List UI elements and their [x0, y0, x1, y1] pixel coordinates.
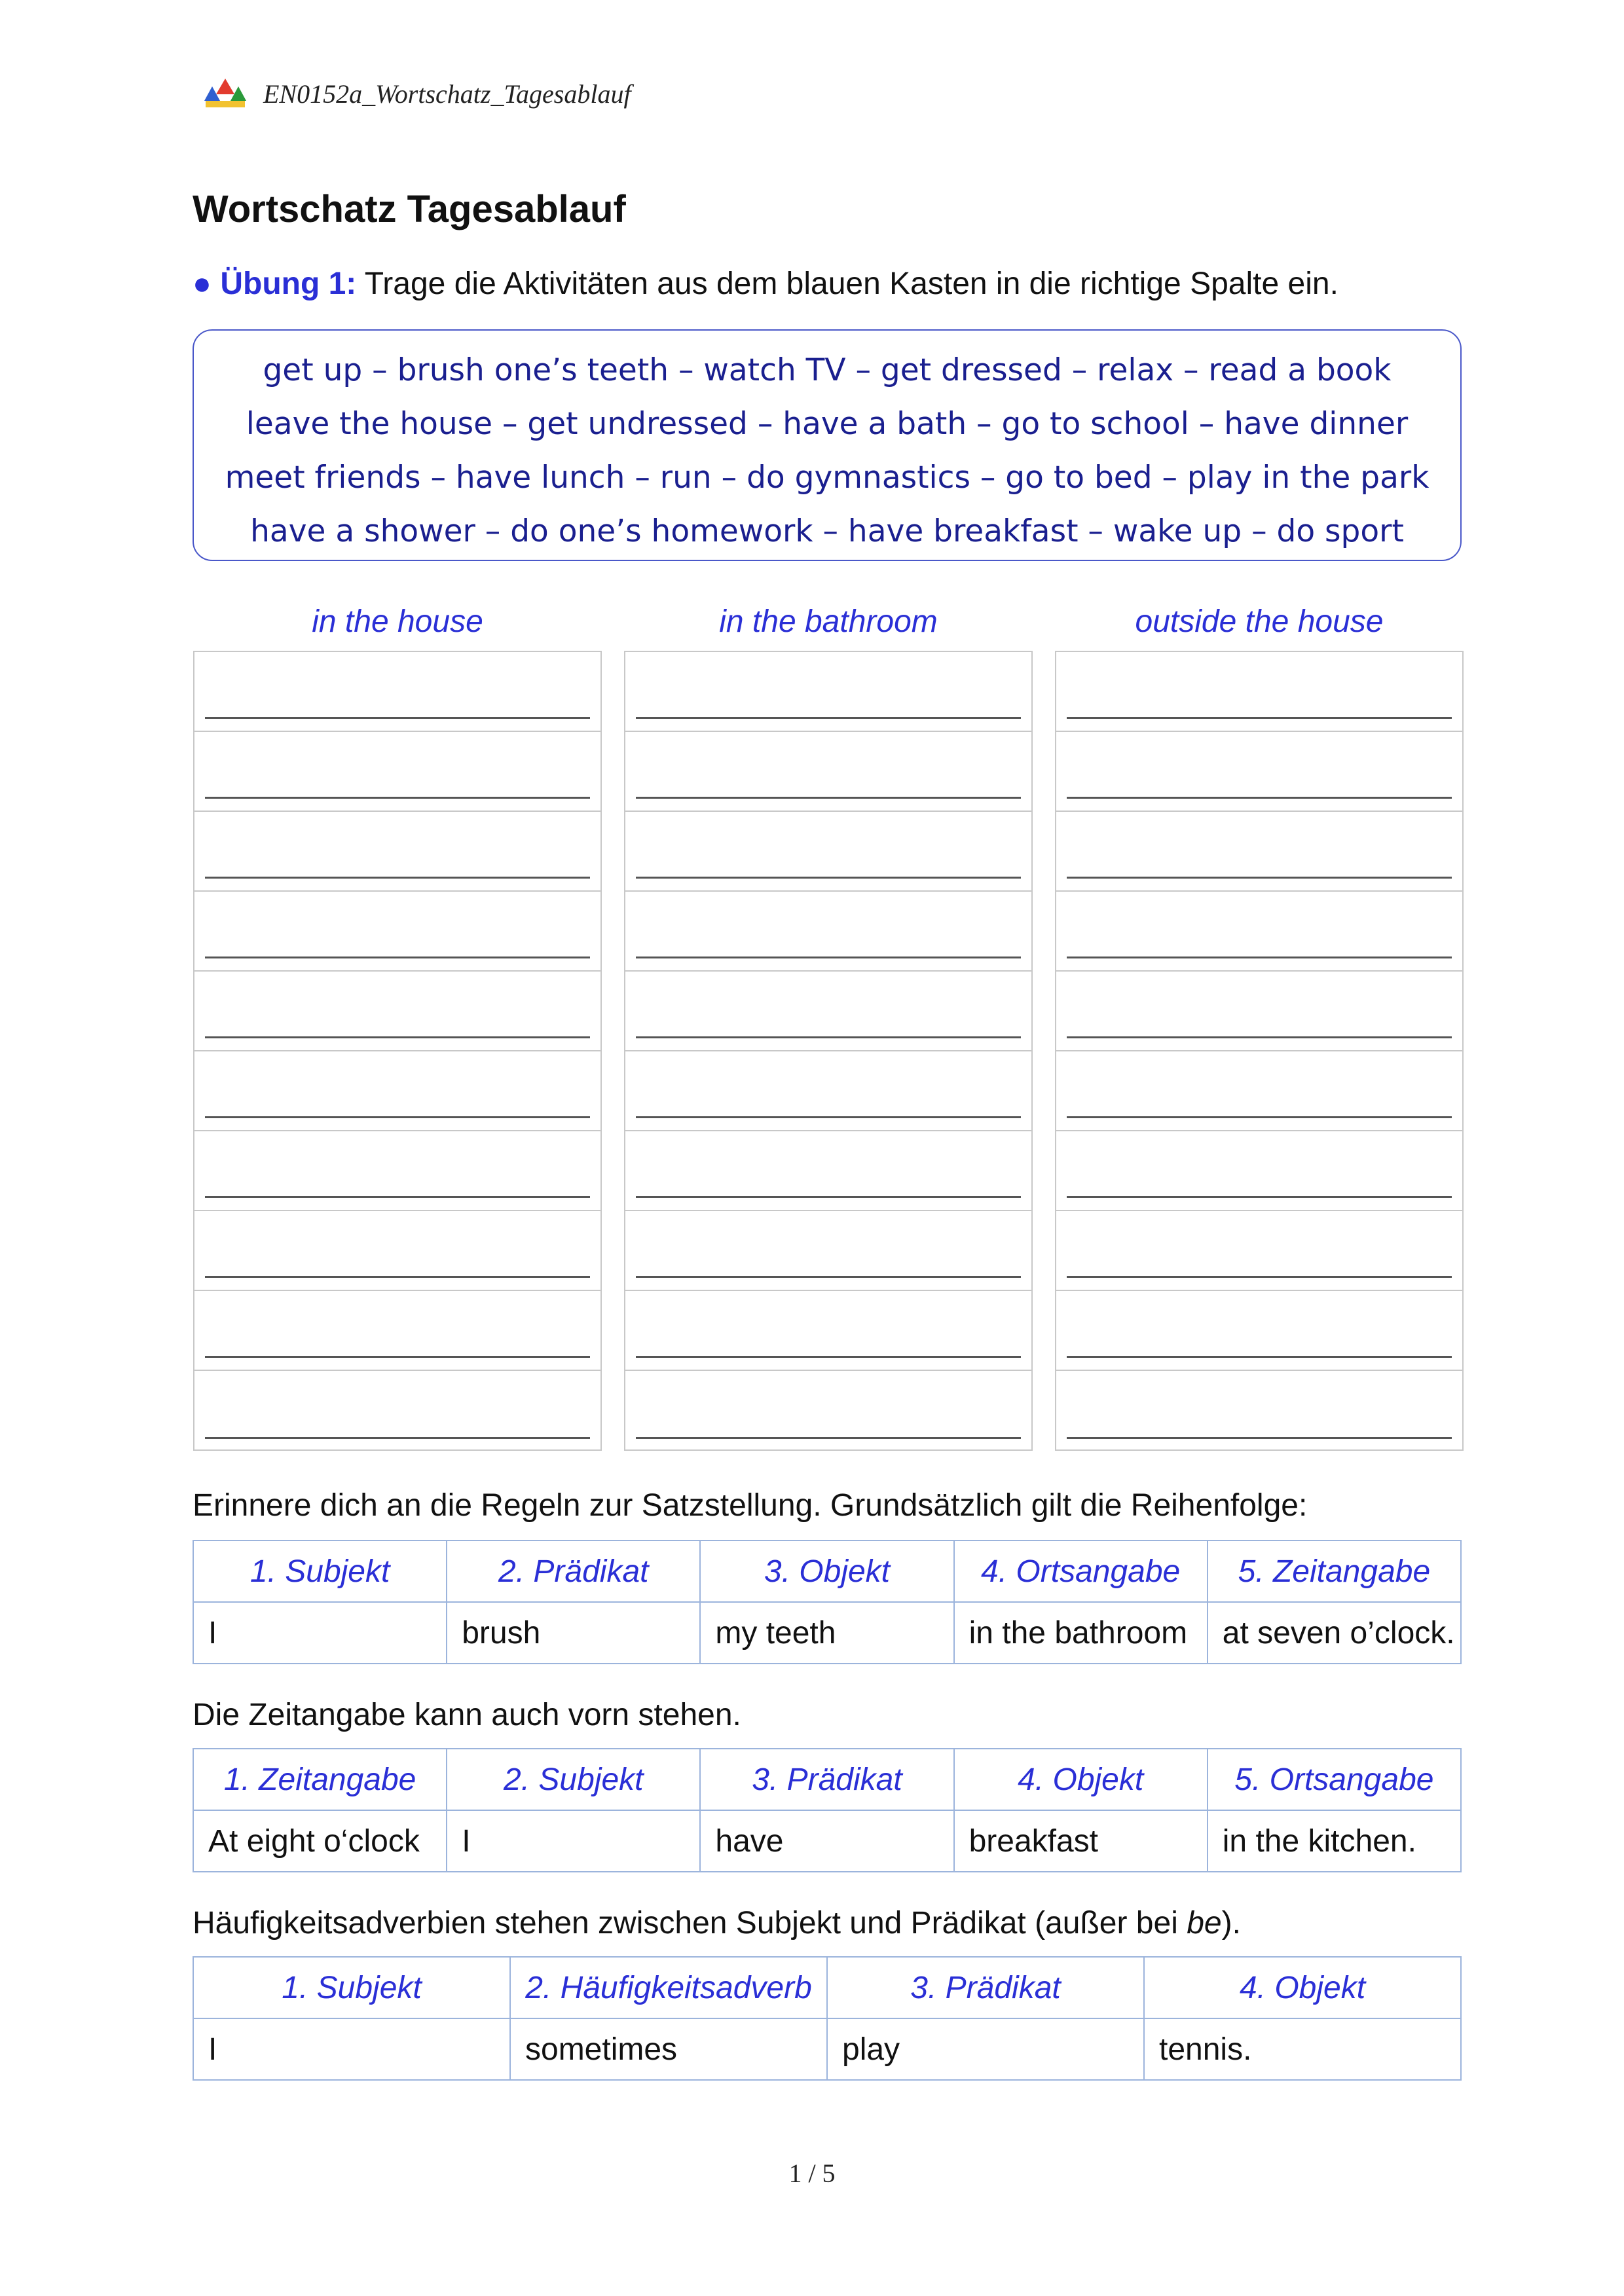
table-cell: in the kitchen. — [1208, 1810, 1461, 1872]
table-header: 2. Häufigkeitsadverb — [510, 1957, 827, 2018]
writing-line — [636, 1276, 1021, 1278]
table-cell: at seven o’clock. — [1208, 1602, 1461, 1664]
writing-line — [1067, 717, 1452, 719]
answer-cell[interactable] — [194, 812, 600, 892]
answer-cell[interactable] — [194, 1051, 600, 1131]
column-header-in-the-bathroom: in the bathroom — [719, 604, 938, 639]
answer-cell[interactable] — [625, 812, 1031, 892]
answer-cell[interactable] — [625, 1371, 1031, 1451]
page-title: Wortschatz Tagesablauf — [193, 188, 626, 230]
answer-cell[interactable] — [625, 1131, 1031, 1211]
writing-line — [205, 1356, 590, 1358]
answer-cell[interactable] — [1056, 1371, 1462, 1451]
table-cell: breakfast — [954, 1810, 1208, 1872]
answer-cell[interactable] — [194, 1371, 600, 1451]
table-cell: brush — [447, 1602, 700, 1664]
table-header: 1. Subjekt — [193, 1540, 447, 1602]
writing-line — [205, 1437, 590, 1439]
exercise-instruction — [193, 266, 1338, 302]
answer-cell[interactable] — [194, 892, 600, 972]
answer-cell[interactable] — [625, 1211, 1031, 1291]
answer-cell[interactable] — [194, 1291, 600, 1371]
answer-cell[interactable] — [1056, 892, 1462, 972]
answer-cell[interactable] — [194, 1131, 600, 1211]
table-cell: I — [193, 1602, 447, 1664]
table-header: 3. Prädikat — [700, 1749, 953, 1810]
answer-cell[interactable] — [1056, 812, 1462, 892]
document-id: EN0152a_Wortschatz_Tagesablauf — [263, 79, 631, 109]
vocabulary-line: get up – brush one’s teeth – watch TV – get dressed – relax – read a book — [263, 352, 1392, 388]
answer-cell[interactable] — [625, 892, 1031, 972]
answer-cell[interactable] — [194, 1211, 600, 1291]
answer-cell[interactable] — [625, 972, 1031, 1051]
writing-line — [636, 1356, 1021, 1358]
column-outside-the-house — [1055, 651, 1464, 1451]
note-text: Häufigkeitsadverbien stehen zwischen Subjekt und Prädikat (außer bei — [193, 1906, 1187, 1941]
table-header: 4. Objekt — [954, 1749, 1208, 1810]
word-order-table-3 — [193, 1956, 1462, 2081]
note-text-end: ). — [1221, 1906, 1241, 1941]
answer-cell[interactable] — [625, 652, 1031, 732]
page-header — [203, 77, 631, 110]
answer-cell[interactable] — [1056, 1131, 1462, 1211]
writing-line — [205, 1276, 590, 1278]
table-header: 1. Subjekt — [193, 1957, 510, 2018]
word-order-table-2 — [193, 1748, 1462, 1872]
table-cell: I — [447, 1810, 700, 1872]
table-header: 5. Zeitangabe — [1208, 1540, 1461, 1602]
writing-line — [636, 1437, 1021, 1439]
table-header: 2. Subjekt — [447, 1749, 700, 1810]
logo-icon — [203, 77, 248, 110]
writing-line — [636, 1036, 1021, 1038]
table-header: 4. Ortsangabe — [954, 1540, 1208, 1602]
writing-line — [205, 1196, 590, 1198]
writing-line — [636, 717, 1021, 719]
table-header: 3. Prädikat — [827, 1957, 1144, 2018]
table-header: 1. Zeitangabe — [193, 1749, 447, 1810]
column-in-the-bathroom — [624, 651, 1033, 1451]
answer-cell[interactable] — [1056, 652, 1462, 732]
time-first-note: Die Zeitangabe kann auch vorn stehen. — [193, 1698, 741, 1732]
answer-cell[interactable] — [194, 972, 600, 1051]
vocabulary-line: leave the house – get undressed – have a bath – go to school – have dinner — [246, 406, 1409, 442]
answer-cell[interactable] — [1056, 1211, 1462, 1291]
table-cell: have — [700, 1810, 953, 1872]
exercise-text: Trage die Aktivitäten aus dem blauen Kasten in die richtige Spalte ein. — [356, 266, 1338, 301]
answer-cell[interactable] — [194, 652, 600, 732]
column-header-in-the-house: in the house — [312, 604, 483, 639]
table-cell: I — [193, 2018, 510, 2080]
table-header: 3. Objekt — [700, 1540, 953, 1602]
writing-line — [636, 957, 1021, 958]
frequency-adverb-note — [193, 1905, 1241, 1941]
column-header-outside-the-house: outside the house — [1135, 604, 1384, 639]
writing-line — [636, 877, 1021, 879]
answer-cell[interactable] — [625, 1291, 1031, 1371]
writing-line — [636, 797, 1021, 799]
writing-line — [205, 957, 590, 958]
writing-line — [636, 1116, 1021, 1118]
writing-line — [1067, 957, 1452, 958]
writing-line — [205, 797, 590, 799]
table-header: 4. Objekt — [1144, 1957, 1461, 2018]
table-cell: tennis. — [1144, 2018, 1461, 2080]
table-header: 2. Prädikat — [447, 1540, 700, 1602]
answer-cell[interactable] — [625, 732, 1031, 812]
table-cell: in the bathroom — [954, 1602, 1208, 1664]
word-order-table-1 — [193, 1540, 1462, 1664]
answer-cell[interactable] — [194, 732, 600, 812]
writing-line — [1067, 797, 1452, 799]
writing-line — [205, 1116, 590, 1118]
answer-cell[interactable] — [1056, 732, 1462, 812]
table-header: 5. Ortsangabe — [1208, 1749, 1461, 1810]
table-cell: my teeth — [700, 1602, 953, 1664]
writing-line — [1067, 1276, 1452, 1278]
writing-line — [1067, 1116, 1452, 1118]
answer-cell[interactable] — [1056, 1291, 1462, 1371]
table-cell: sometimes — [510, 2018, 827, 2080]
writing-line — [205, 877, 590, 879]
answer-cell[interactable] — [1056, 1051, 1462, 1131]
exercise-label: ● Übung 1: — [193, 266, 357, 301]
writing-line — [1067, 877, 1452, 879]
writing-line — [205, 1036, 590, 1038]
page-number: 1 / 5 — [788, 2159, 836, 2188]
vocabulary-line: meet friends – have lunch – run – do gymnastics – go to bed – play in the park — [225, 460, 1430, 496]
word-order-intro: Erinnere dich an die Regeln zur Satzstellung. Grundsätzlich gilt die Reihenfolge: — [193, 1488, 1308, 1523]
writing-line — [1067, 1196, 1452, 1198]
table-cell: play — [827, 2018, 1144, 2080]
column-in-the-house — [193, 651, 602, 1451]
writing-line — [1067, 1036, 1452, 1038]
writing-line — [1067, 1437, 1452, 1439]
table-cell: At eight o‘clock — [193, 1810, 447, 1872]
writing-line — [1067, 1356, 1452, 1358]
answer-cell[interactable] — [625, 1051, 1031, 1131]
writing-line — [636, 1196, 1021, 1198]
vocabulary-line: have a shower – do one’s homework – have breakfast – wake up – do sport — [250, 513, 1404, 549]
vocabulary-box — [193, 329, 1462, 561]
note-italic-word: be — [1187, 1906, 1222, 1941]
answer-cell[interactable] — [1056, 972, 1462, 1051]
writing-line — [205, 717, 590, 719]
